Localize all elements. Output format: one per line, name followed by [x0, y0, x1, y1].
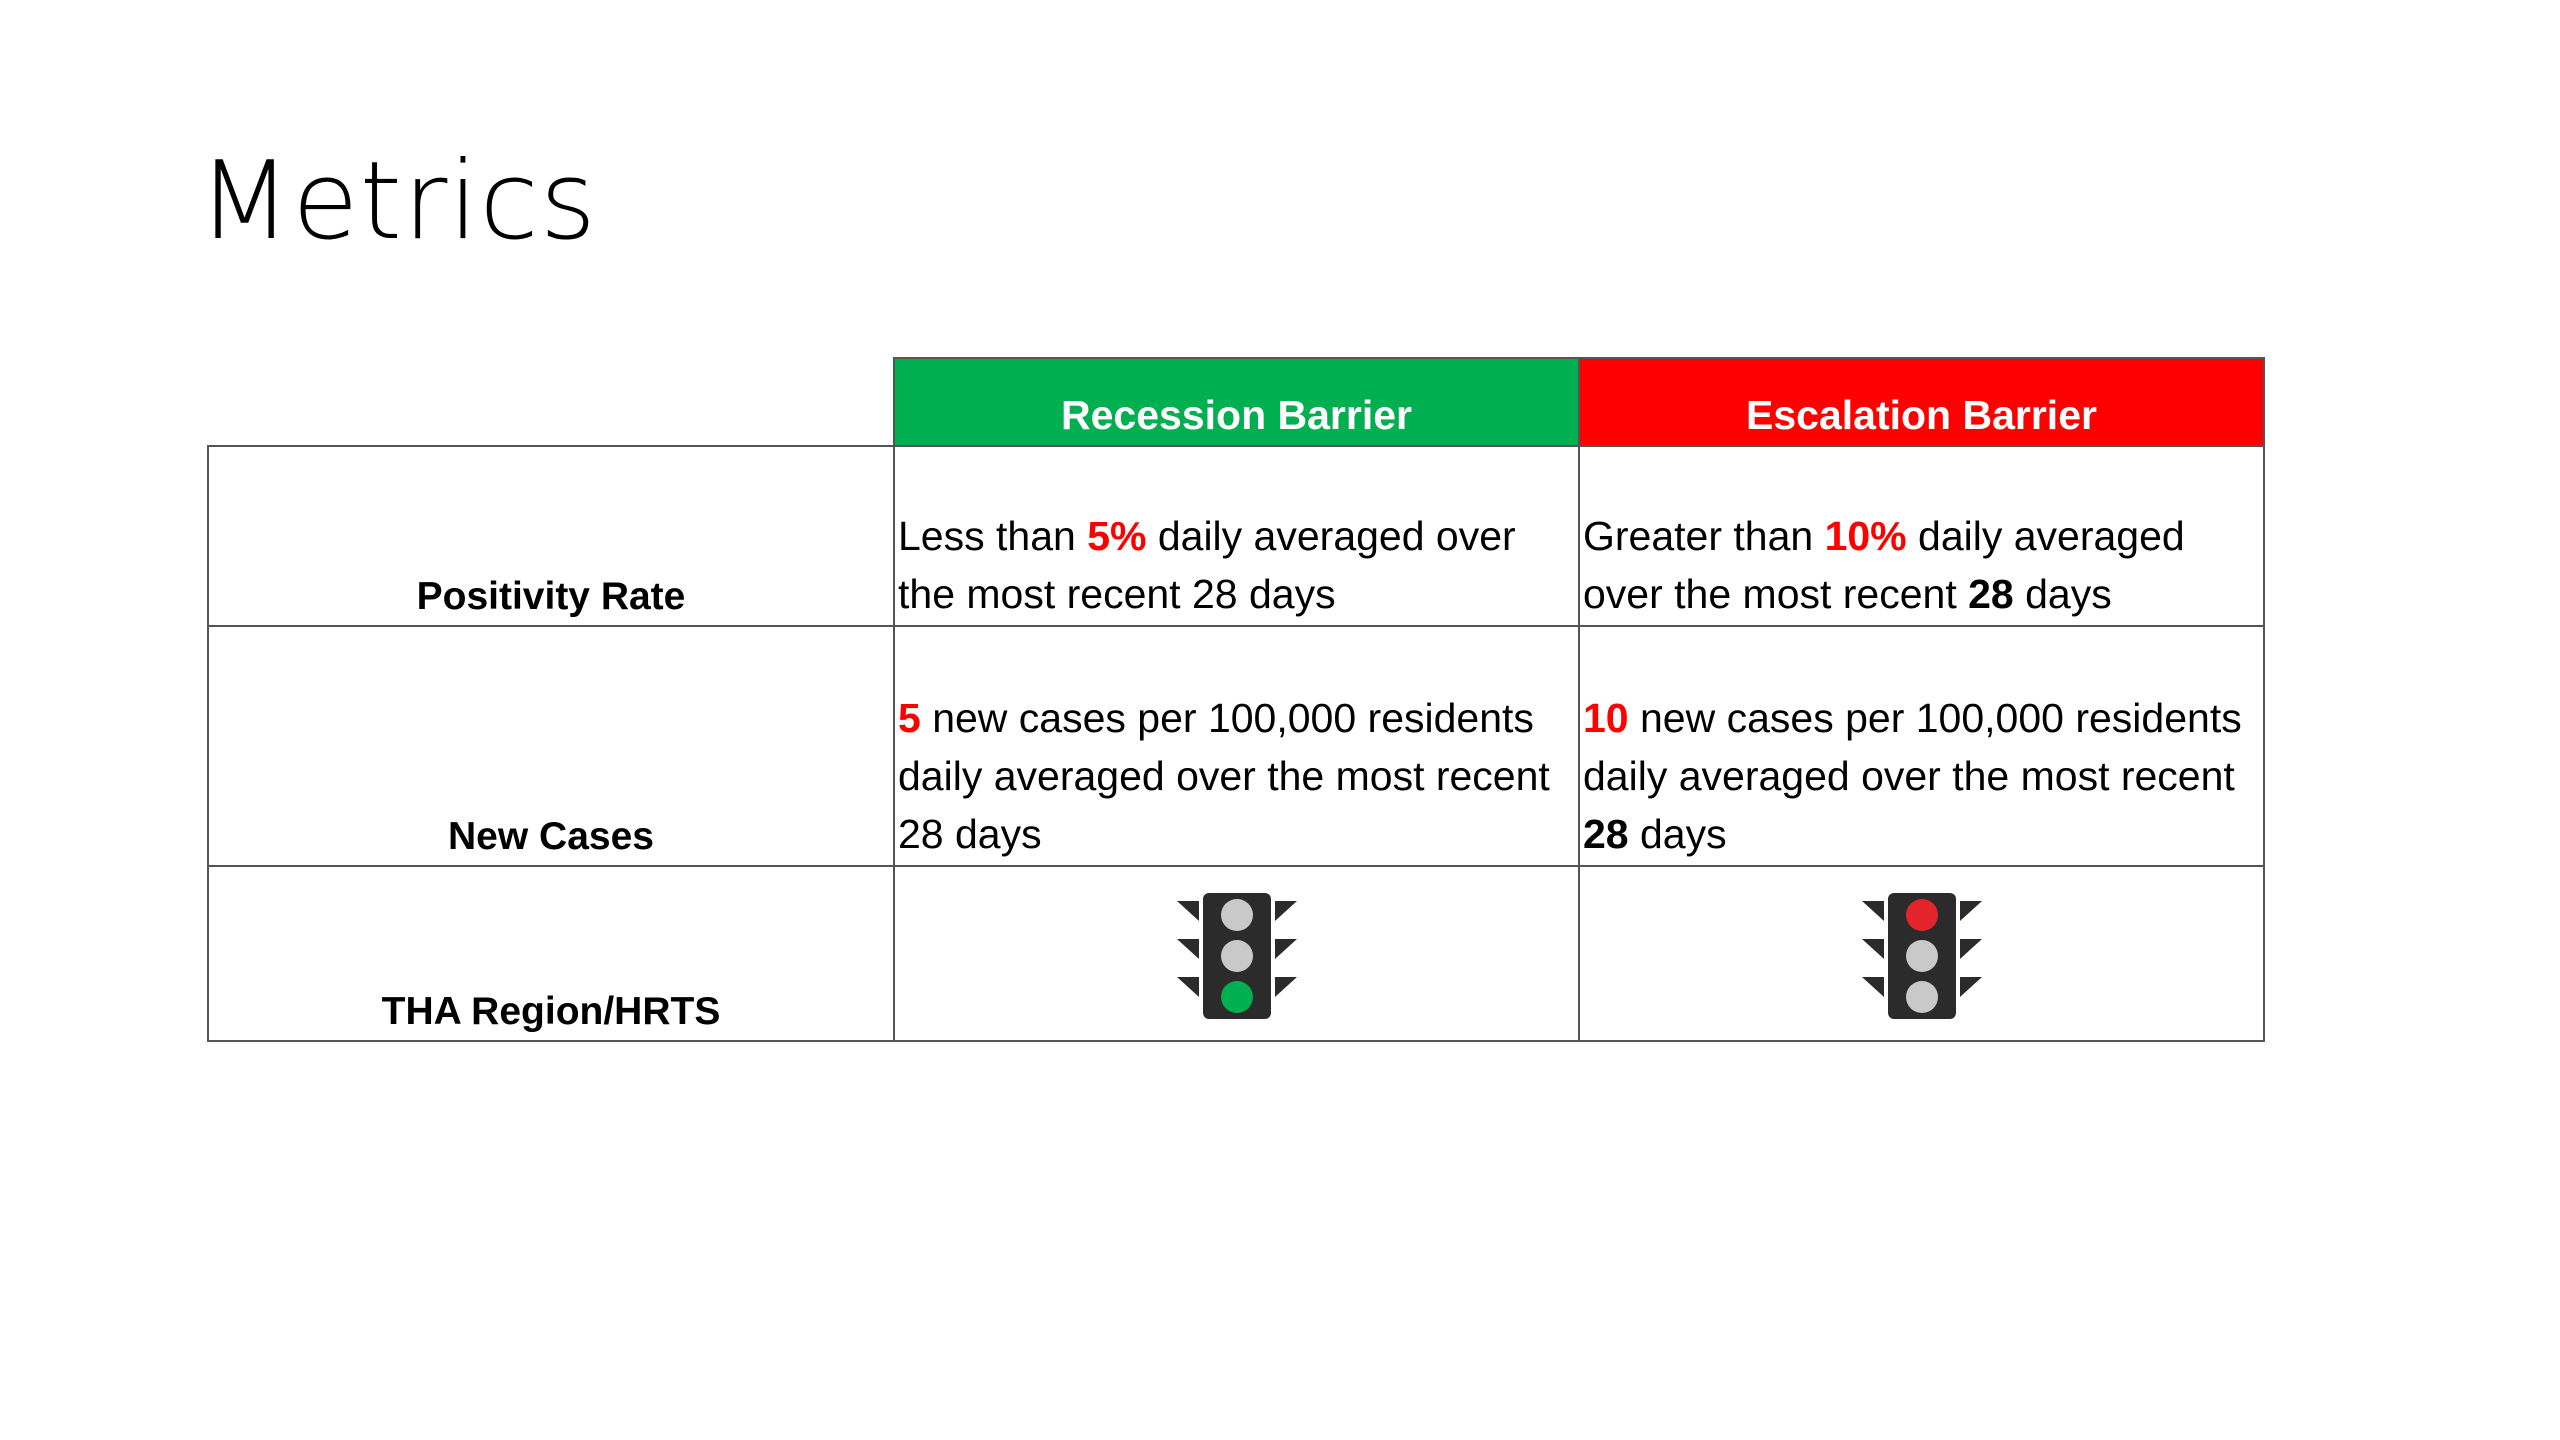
new-cases-recession-cell — [894, 626, 1579, 866]
region-escalation-cell — [1579, 866, 2264, 1041]
positivity-escalation-cell — [1579, 446, 2264, 626]
slide-title: Metrics — [198, 139, 598, 264]
new-cases-escalation-days: 28 — [1583, 811, 1629, 857]
positivity-recession-cell — [894, 446, 1579, 626]
positivity-escalation-mid: daily averaged over the most recent — [1583, 513, 2185, 617]
new-cases-escalation-post: days — [1628, 811, 1727, 857]
new-cases-recession-post: new cases per 100,000 residents daily averaged over the most recent 28 days — [898, 695, 1550, 857]
recession-barrier-header: Recession Barrier — [894, 358, 1579, 446]
positivity-escalation-pre: Greater than — [1583, 513, 1825, 559]
metrics-table — [207, 357, 2265, 1042]
positivity-recession-pre: Less than — [898, 513, 1088, 559]
traffic-light-red-icon — [1862, 893, 1982, 1019]
new-cases-escalation-threshold: 10 — [1583, 695, 1629, 741]
new-cases-escalation-mid: new cases per 100,000 residents daily averaged over the most recent — [1583, 695, 2242, 799]
new-cases-label: New Cases — [208, 626, 894, 866]
positivity-escalation-post: days — [2013, 571, 2112, 617]
escalation-barrier-header: Escalation Barrier — [1579, 358, 2264, 446]
header-row — [208, 358, 2264, 446]
positivity-rate-row — [208, 446, 2264, 626]
new-cases-recession-threshold: 5 — [898, 695, 921, 741]
traffic-light-green-icon — [1177, 893, 1297, 1019]
new-cases-escalation-cell — [1579, 626, 2264, 866]
positivity-recession-threshold: 5% — [1087, 513, 1147, 559]
positivity-escalation-threshold: 10% — [1824, 513, 1907, 559]
region-row — [208, 866, 2264, 1041]
positivity-escalation-days: 28 — [1968, 571, 2014, 617]
positivity-rate-label: Positivity Rate — [208, 446, 894, 626]
region-recession-cell — [894, 866, 1579, 1041]
positivity-recession-post: daily averaged over the most recent 28 days — [898, 513, 1516, 617]
new-cases-row — [208, 626, 2264, 866]
region-label: THA Region/HRTS — [208, 866, 894, 1041]
header-empty-cell — [208, 358, 894, 446]
